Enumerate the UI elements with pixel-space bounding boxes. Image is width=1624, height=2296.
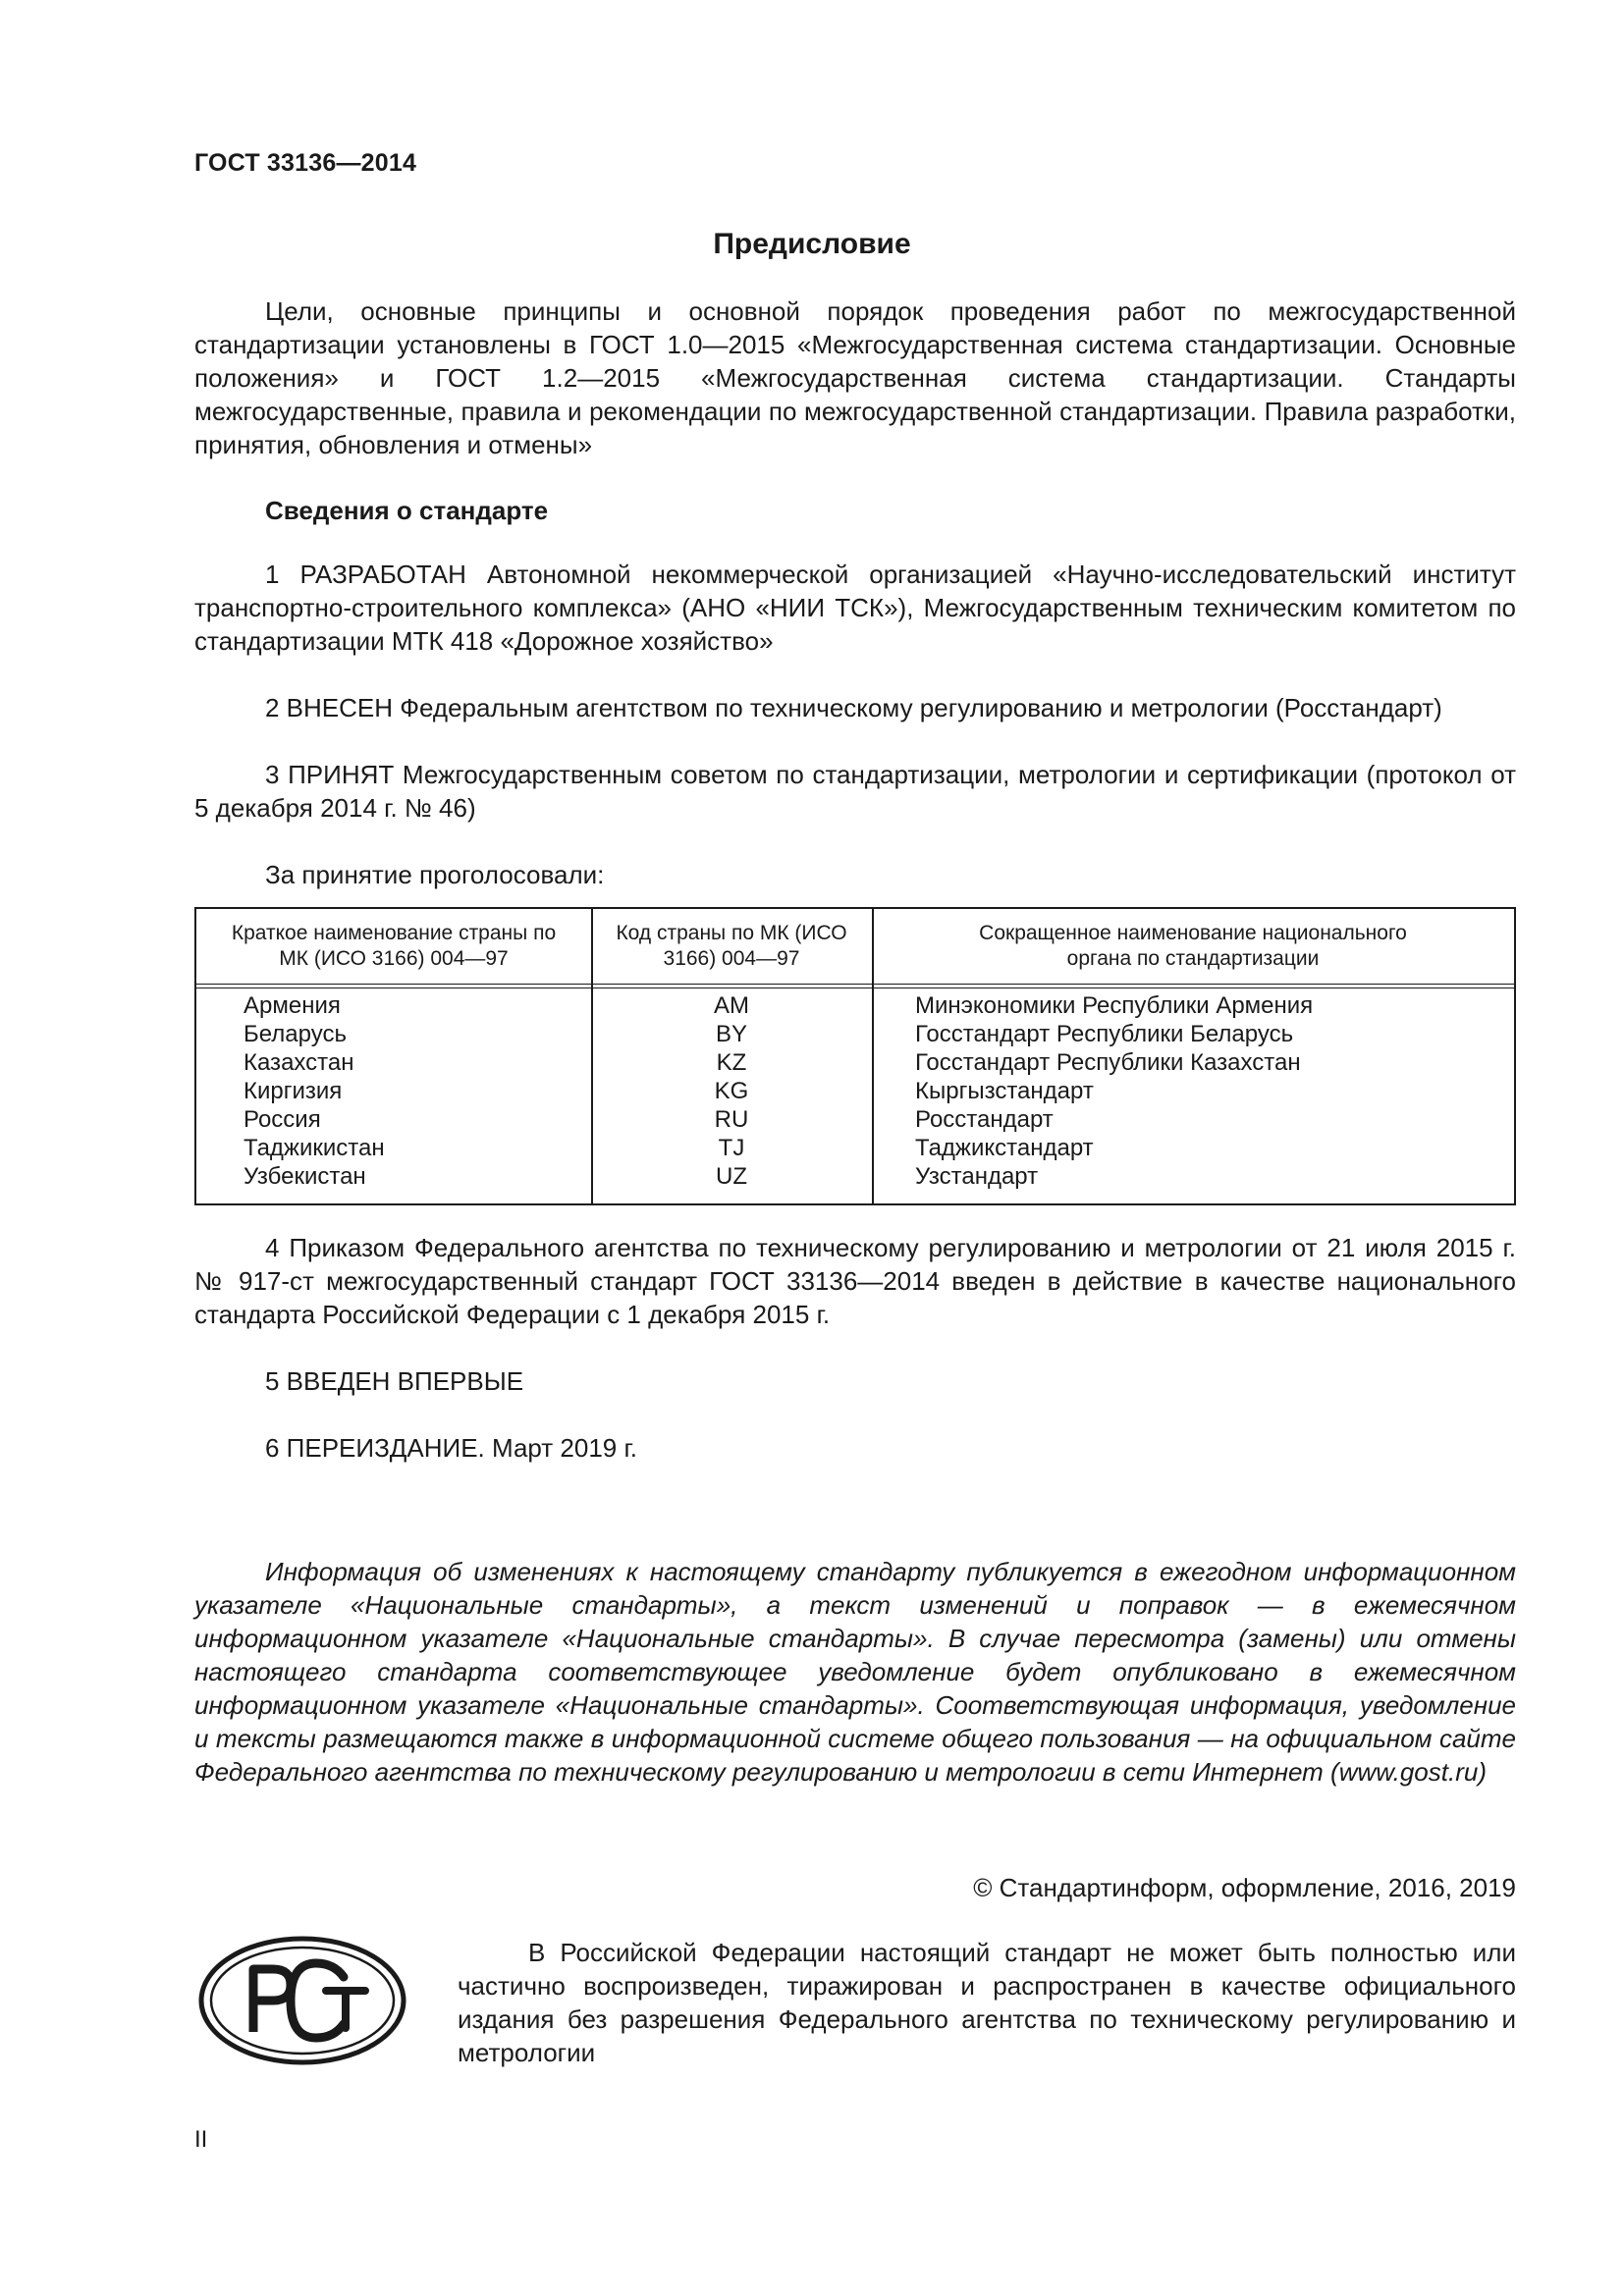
item-text: 1 РАЗРАБОТАН Автономной некоммерческой организацией «Научно-исследовательский институт транспортно-строительного комплекса» (АНО «НИИ ТСК»), Межгосударственным техническим комитетом по стандартизации МТК 418 «Дорожное хозяйство» <box>194 560 1516 656</box>
table-cell: Беларусь <box>244 1021 347 1047</box>
voted-label <box>194 858 1516 891</box>
national-body-column <box>915 991 1504 1191</box>
table-cell: Минэкономики Республики Армения <box>915 992 1314 1019</box>
country-code-column <box>591 991 872 1191</box>
table-cell: Узбекистан <box>244 1163 366 1190</box>
header-rule <box>196 984 1514 985</box>
page-number: II <box>194 2126 208 2153</box>
intro-text: Цели, основные принципы и основной порядок проведения работ по межгосударственной стандартизации установлены в ГОСТ 1.0—2015 «Межгосударственная система стандартизации. Основные положения» и ГОСТ 1.2—2015 «Межгосударственная система стандартизации. Стандарты межгосударственные, правила и рекомендации по межгосударственной стандартизации. Правила разработки, принятия, обновления и отмены» <box>194 296 1516 459</box>
rights-notice <box>458 1936 1516 2069</box>
table-header <box>196 909 1514 984</box>
table-cell: Таджикстандарт <box>915 1135 1094 1161</box>
item-text: 2 ВНЕСЕН Федеральным агентством по техническому регулированию и метрологии (Росстандарт) <box>265 693 1442 722</box>
table-cell: Киргизия <box>244 1078 343 1104</box>
country-name-column <box>244 991 577 1191</box>
item-text: 5 ВВЕДЕН ВПЕРВЫЕ <box>265 1366 524 1396</box>
intro-paragraph <box>194 294 1516 461</box>
table-cell: Кыргызстандарт <box>915 1078 1094 1104</box>
header-country-code: Код страны по МК (ИСО 3166) 004—97 <box>616 922 847 970</box>
table-cell: Госстандарт Республики Беларусь <box>915 1021 1294 1047</box>
copyright-line: © Стандартинформ, оформление, 2016, 2019 <box>973 1873 1516 1902</box>
header-national-body: Сокращенное наименование национального органа по стандартизации <box>979 922 1407 970</box>
table-cell: BY <box>715 1021 747 1047</box>
section-title: Сведения о стандарте <box>265 496 549 525</box>
table-cell: KZ <box>716 1049 747 1076</box>
table-cell: Казахстан <box>244 1049 354 1076</box>
item-order <box>194 1231 1516 1331</box>
page-title: Предисловие <box>713 228 911 260</box>
voted-text: За принятие проголосовали: <box>265 860 605 889</box>
header-country-name: Краткое наименование страны по МК (ИСО 3166) 004—97 <box>231 922 557 970</box>
item-text: 6 ПЕРЕИЗДАНИЕ. Март 2019 г. <box>265 1433 638 1463</box>
table-cell: Таджикистан <box>244 1135 385 1161</box>
table-cell: TJ <box>718 1135 745 1161</box>
table-cell: Россия <box>244 1106 321 1133</box>
changes-info-notice <box>194 1555 1516 1789</box>
table-cell: Узстандарт <box>915 1163 1039 1190</box>
item-developed <box>194 558 1516 658</box>
info-text: Информация об изменениях к настоящему стандарту публикуется в ежегодном информационном указателе «Национальные стандарты», а текст изменений и поправок — в ежемесячном информационном указателе «Национальные стандарты». В случае пересмотра (замены) или отмены настоящего стандарта соответствующее уведомление будет опубликовано в ежемесячном информационном указателе «Национальные стандарты». Соответствующая информация, уведомление и тексты размещаются также в информационной системе общего пользования — на официальном сайте Федерального агентства по техническому регулированию и метрологии в сети Интернет (www.gost.ru) <box>194 1557 1516 1787</box>
rights-text: В Российской Федерации настоящий стандарт не может быть полностью или частично воспроизведен, тиражирован и распространен в качестве официального издания без разрешения Федерального агентства по техническому регулированию и метрологии <box>458 1938 1516 2067</box>
table-cell: Госстандарт Республики Казахстан <box>915 1049 1301 1076</box>
item-introduced <box>194 691 1516 724</box>
item-adopted <box>194 758 1516 825</box>
countries-table <box>194 907 1516 1205</box>
about-section <box>194 494 1516 527</box>
table-cell: Армения <box>244 992 341 1019</box>
table-cell: Росстандарт <box>915 1106 1054 1133</box>
item-text: 4 Приказом Федерального агентства по техническому регулированию и метрологии от 21 июля 2015 г. № 917-ст межгосударственный стандарт ГОСТ 33136—2014 введен в действие в качестве национального стандарта Российской Федерации с 1 декабря 2015 г. <box>194 1233 1516 1329</box>
item-text: 3 ПРИНЯТ Межгосударственным советом по стандартизации, метрологии и сертификации (протокол от 5 декабря 2014 г. № 46) <box>194 760 1516 823</box>
rst-emblem-icon <box>196 1934 408 2067</box>
table-cell: UZ <box>716 1163 747 1190</box>
table-cell: AM <box>714 992 749 1019</box>
document-id-header: ГОСТ 33136—2014 <box>194 149 417 177</box>
item-first-introduced <box>194 1364 1516 1398</box>
table-cell: RU <box>714 1106 749 1133</box>
item-reissue <box>194 1431 1516 1465</box>
table-cell: KG <box>714 1078 749 1104</box>
